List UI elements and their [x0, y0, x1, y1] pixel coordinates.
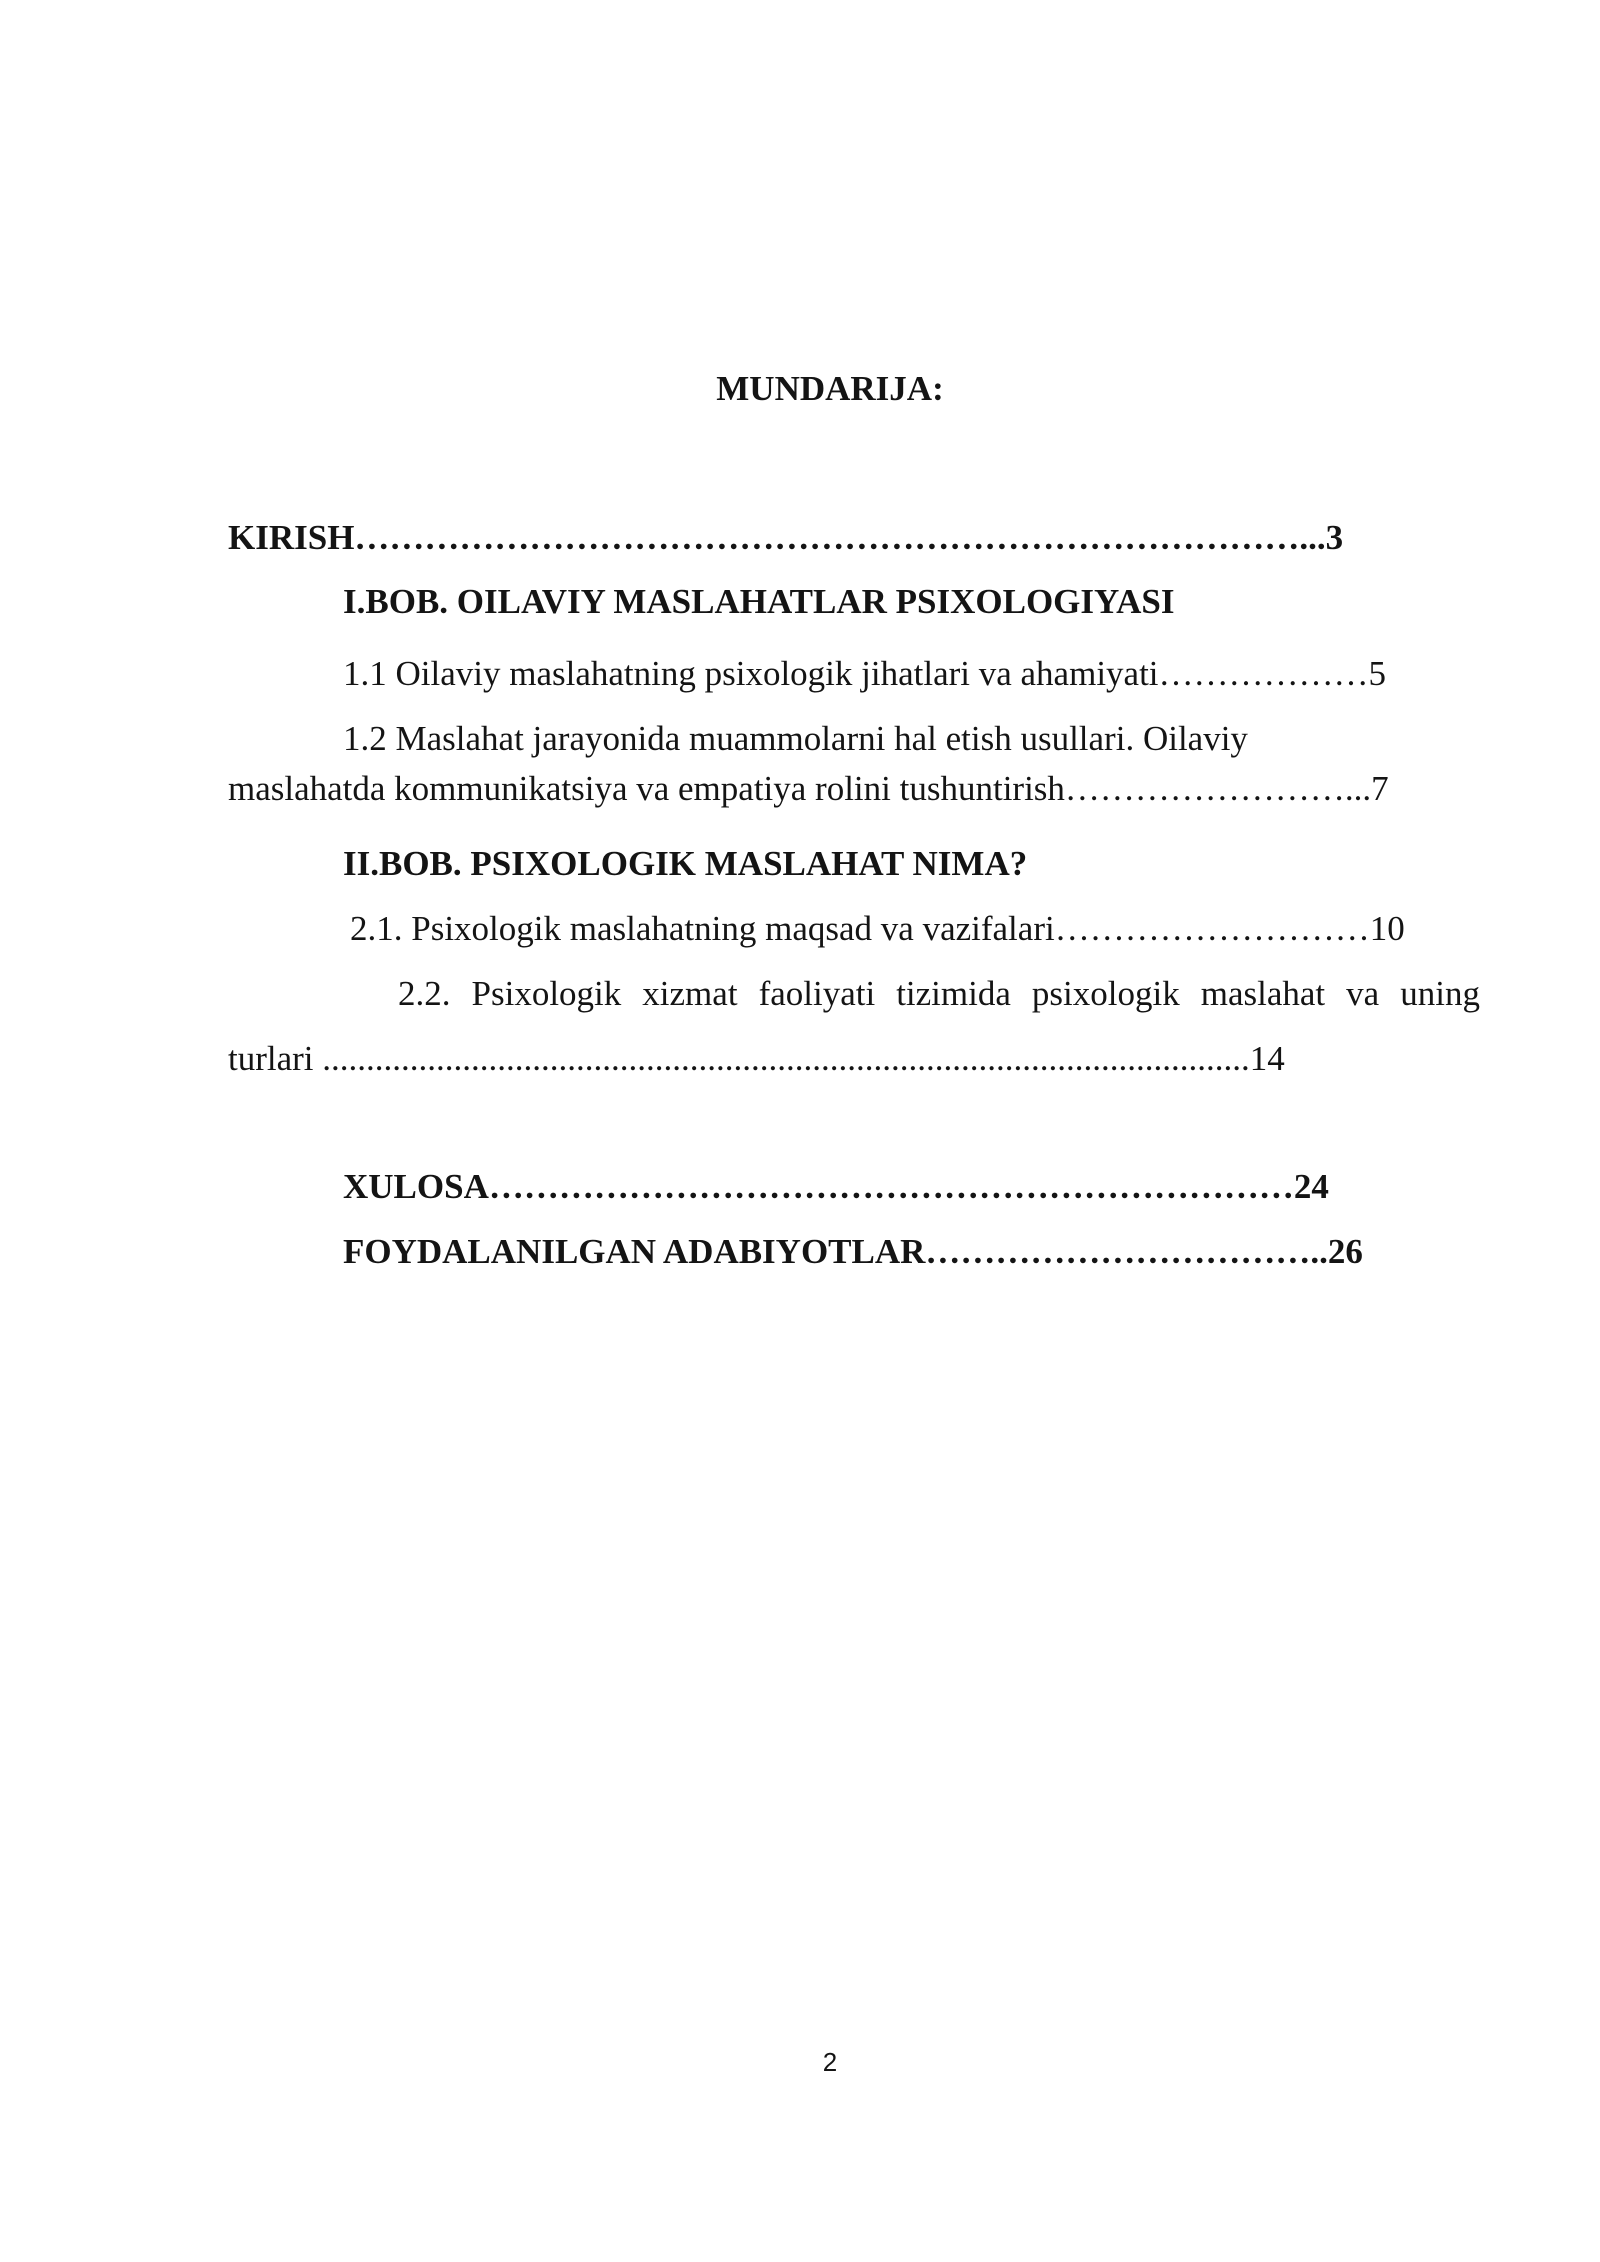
word: faoliyati [758, 974, 876, 1013]
page-number: 2 [822, 2047, 838, 2077]
word: maslahat [1200, 974, 1326, 1013]
word: Psixologik [471, 974, 622, 1013]
toc-chapter-2-heading: II.BOB. PSIXOLOGIK MASLAHAT NIMA? [343, 844, 1028, 883]
toc-section-1-1: 1.1 Oilaviy maslahatning psixologik jihatlari va ahamiyati………………5 [343, 654, 1387, 693]
toc-section-1-2-line-1: 1.2 Maslahat jarayonida muammolarni hal etish usullari. Oilaviy [343, 719, 1248, 758]
word: tizimida [896, 974, 1011, 1013]
word: 2.2. [398, 974, 451, 1013]
word: uning [1400, 974, 1480, 1013]
toc-entry-xulosa: XULOSA……………………………………………………………24 [343, 1167, 1329, 1206]
toc-section-2-2-line-2: turlari ..........................................................................................................14 [228, 1039, 1285, 1078]
word: va [1346, 974, 1380, 1013]
toc-section-2-2-line-1 [398, 970, 1480, 1018]
page-title: MUNDARIJA: [716, 369, 944, 408]
word: psixologik [1031, 974, 1180, 1013]
toc-entry-adabiyotlar: FOYDALANILGAN ADABIYOTLAR……………………………..26 [343, 1232, 1363, 1271]
toc-section-1-2-line-2: maslahatda kommunikatsiya va empatiya rolini tushuntirish……………………...7 [228, 769, 1389, 808]
toc-chapter-1-heading: I.BOB. OILAVIY MASLAHATLAR PSIXOLOGIYASI [343, 582, 1175, 621]
toc-section-2-1: 2.1. Psixologik maslahatning maqsad va vazifalari………………………10 [350, 909, 1405, 948]
toc-entry-kirish: KIRISH………………………………………………………………………...3 [228, 518, 1344, 557]
word: xizmat [642, 974, 738, 1013]
